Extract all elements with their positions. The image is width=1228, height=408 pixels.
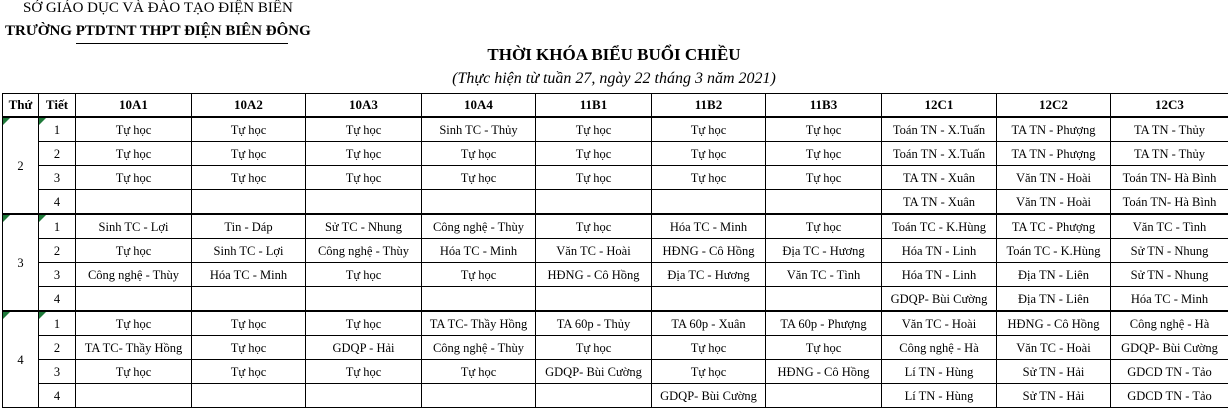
lesson-cell [422, 287, 536, 312]
lesson-cell: Tự học [306, 117, 422, 142]
lesson-cell: TA 60p - Phượng [766, 311, 882, 336]
lesson-cell: Địa TN - Liên [997, 287, 1111, 312]
lesson-cell: Toán TC - K.Hùng [882, 214, 997, 239]
lesson-cell: Tự học [192, 117, 306, 142]
lesson-cell: Văn TC - Tình [1111, 214, 1228, 239]
lesson-cell: Tự học [306, 311, 422, 336]
lesson-cell: Công nghệ - Hà [882, 336, 997, 360]
lesson-cell: Văn TN - Hoài [997, 166, 1111, 190]
period-cell: 3 [39, 360, 76, 384]
department-name: SỞ GIÁO DỤC VÀ ĐÀO TẠO ĐIỆN BIÊN [23, 0, 293, 17]
lesson-cell [766, 287, 882, 312]
lesson-cell: GDQP- Bùi Cường [536, 360, 652, 384]
lesson-cell: Tự học [306, 142, 422, 166]
lesson-cell [422, 384, 536, 408]
lesson-cell: Tự học [766, 166, 882, 190]
lesson-cell: Tự học [306, 263, 422, 287]
lesson-cell: Lí TN - Hùng [882, 360, 997, 384]
lesson-cell: Tự học [536, 214, 652, 239]
lesson-cell [652, 287, 766, 312]
lesson-cell: TA 60p - Xuân [652, 311, 766, 336]
lesson-cell [766, 190, 882, 215]
lesson-cell: GDCD TN - Tảo [1111, 384, 1228, 408]
lesson-cell: Tự học [422, 360, 536, 384]
lesson-cell [652, 190, 766, 215]
lesson-cell [192, 287, 306, 312]
lesson-cell: Tự học [536, 166, 652, 190]
table-row [3, 166, 1228, 190]
header-class-12c1: 12C1 [882, 94, 997, 118]
header-class-10a1: 10A1 [76, 94, 192, 118]
lesson-cell: Tự học [76, 117, 192, 142]
lesson-cell: Toán TN - X.Tuấn [882, 117, 997, 142]
lesson-cell: Sử TN - Hải [997, 384, 1111, 408]
school-name: TRƯỜNG PTDTNT THPT ĐIỆN BIÊN ĐÔNG [5, 22, 311, 40]
lesson-cell [192, 384, 306, 408]
lesson-cell: Công nghệ - Thùy [422, 214, 536, 239]
period-cell: 3 [39, 166, 76, 190]
table-row [3, 311, 1228, 336]
table-row [3, 190, 1228, 215]
lesson-cell: Công nghệ - Thùy [76, 263, 192, 287]
lesson-cell: Tự học [652, 117, 766, 142]
lesson-cell: HĐNG - Cô Hồng [536, 263, 652, 287]
lesson-cell: Công nghệ - Thùy [306, 239, 422, 263]
lesson-cell: Tự học [306, 166, 422, 190]
lesson-cell: Sinh TC - Lợi [76, 214, 192, 239]
lesson-cell [536, 190, 652, 215]
day-cell: 3 [3, 214, 39, 311]
lesson-cell: Tự học [192, 360, 306, 384]
lesson-cell: Toán TN- Hà Bình [1111, 190, 1228, 215]
period-cell: 3 [39, 263, 76, 287]
header-class-10a3: 10A3 [306, 94, 422, 118]
lesson-cell: TA 60p - Thủy [536, 311, 652, 336]
header-day: Thứ [3, 94, 39, 118]
lesson-cell: Tự học [192, 336, 306, 360]
lesson-cell: Toán TN- Hà Bình [1111, 166, 1228, 190]
lesson-cell: Tự học [766, 142, 882, 166]
table-row [3, 336, 1228, 360]
lesson-cell: GDQP - Hải [306, 336, 422, 360]
header-class-12c3: 12C3 [1111, 94, 1228, 118]
table-row [3, 239, 1228, 263]
period-cell: 4 [39, 190, 76, 215]
period-cell: 4 [39, 384, 76, 408]
lesson-cell: Tự học [766, 117, 882, 142]
lesson-cell: Tự học [536, 142, 652, 166]
table-row [3, 384, 1228, 408]
period-cell: 1 [39, 214, 76, 239]
lesson-cell: Sinh TC - Lợi [192, 239, 306, 263]
lesson-cell: Tự học [536, 336, 652, 360]
lesson-cell: Địa TN - Liên [997, 263, 1111, 287]
lesson-cell [76, 287, 192, 312]
lesson-cell: Hóa TN - Linh [882, 239, 997, 263]
lesson-cell [76, 190, 192, 215]
lesson-cell [422, 190, 536, 215]
table-row [3, 117, 1228, 142]
lesson-cell: Tự học [422, 142, 536, 166]
lesson-cell: Tự học [306, 360, 422, 384]
lesson-cell: Tự học [76, 239, 192, 263]
lesson-cell: Hóa TC - Minh [422, 239, 536, 263]
lesson-cell: TA TN - Phượng [997, 142, 1111, 166]
header-period: Tiết [39, 94, 76, 118]
lesson-cell: Sử TN - Hải [997, 360, 1111, 384]
lesson-cell: Lí TN - Hùng [882, 384, 997, 408]
day-cell: 4 [3, 311, 39, 408]
period-cell: 1 [39, 311, 76, 336]
lesson-cell: TA TN - Xuân [882, 166, 997, 190]
day-cell: 2 [3, 117, 39, 214]
lesson-cell: Hóa TN - Linh [882, 263, 997, 287]
lesson-cell: Toán TN - X.Tuấn [882, 142, 997, 166]
lesson-cell: Văn TN - Hoài [997, 190, 1111, 215]
page-title: THỜI KHÓA BIỂU BUỔI CHIỀU [0, 44, 1228, 66]
header-class-11b1: 11B1 [536, 94, 652, 118]
lesson-cell: Tự học [652, 142, 766, 166]
period-cell: 1 [39, 117, 76, 142]
table-row [3, 214, 1228, 239]
lesson-cell: Công nghệ - Hà [1111, 311, 1228, 336]
lesson-cell: Tự học [766, 336, 882, 360]
lesson-cell [76, 384, 192, 408]
lesson-cell: Sử TN - Nhung [1111, 263, 1228, 287]
lesson-cell: Tự học [76, 360, 192, 384]
lesson-cell: GDCD TN - Tảo [1111, 360, 1228, 384]
lesson-cell: Văn TC - Hoài [882, 311, 997, 336]
lesson-cell: TA TN - Thủy [1111, 117, 1228, 142]
lesson-cell: Tự học [422, 166, 536, 190]
lesson-cell: Tự học [192, 311, 306, 336]
lesson-cell [192, 190, 306, 215]
header-class-10a2: 10A2 [192, 94, 306, 118]
timetable-header-row [3, 94, 1228, 118]
lesson-cell: Văn TC - Tình [766, 263, 882, 287]
lesson-cell: Tự học [652, 360, 766, 384]
lesson-cell: Tin - Dáp [192, 214, 306, 239]
lesson-cell: Tự học [422, 263, 536, 287]
lesson-cell [306, 287, 422, 312]
lesson-cell: Văn TC - Hoài [536, 239, 652, 263]
lesson-cell: Địa TC - Hương [766, 239, 882, 263]
lesson-cell: Địa TC - Hương [652, 263, 766, 287]
header-class-11b2: 11B2 [652, 94, 766, 118]
header-class-12c2: 12C2 [997, 94, 1111, 118]
lesson-cell: Hóa TC - Minh [652, 214, 766, 239]
lesson-cell: Tự học [652, 166, 766, 190]
lesson-cell: Toán TC - K.Hùng [997, 239, 1111, 263]
lesson-cell: Văn TC - Hoài [997, 336, 1111, 360]
table-row [3, 360, 1228, 384]
lesson-cell: TA TC- Thầy Hồng [76, 336, 192, 360]
lesson-cell: Tự học [76, 142, 192, 166]
timetable [2, 93, 1228, 408]
table-row [3, 263, 1228, 287]
lesson-cell [306, 384, 422, 408]
lesson-cell: Tự học [76, 166, 192, 190]
lesson-cell: TA TN - Xuân [882, 190, 997, 215]
lesson-cell: Sử TN - Nhung [1111, 239, 1228, 263]
lesson-cell: Sử TC - Nhung [306, 214, 422, 239]
lesson-cell: Tự học [652, 336, 766, 360]
lesson-cell: Tự học [192, 142, 306, 166]
lesson-cell: Tự học [766, 214, 882, 239]
lesson-cell: Tự học [192, 166, 306, 190]
lesson-cell: TA TC - Phượng [997, 214, 1111, 239]
lesson-cell: TA TN - Phượng [997, 117, 1111, 142]
lesson-cell: Tự học [76, 311, 192, 336]
lesson-cell: Sinh TC - Thủy [422, 117, 536, 142]
lesson-cell: GDQP- Bùi Cường [882, 287, 997, 312]
lesson-cell: Công nghệ - Thùy [422, 336, 536, 360]
header-class-10a4: 10A4 [422, 94, 536, 118]
period-cell: 2 [39, 239, 76, 263]
period-cell: 4 [39, 287, 76, 312]
lesson-cell: GDQP- Bùi Cường [652, 384, 766, 408]
header-class-11b3: 11B3 [766, 94, 882, 118]
lesson-cell [536, 287, 652, 312]
lesson-cell: HĐNG - Cô Hồng [652, 239, 766, 263]
lesson-cell: HĐNG - Cô Hồng [766, 360, 882, 384]
lesson-cell: Tự học [536, 117, 652, 142]
page-subtitle: (Thực hiện từ tuần 27, ngày 22 tháng 3 năm 2021) [0, 69, 1228, 89]
table-row [3, 142, 1228, 166]
period-cell: 2 [39, 142, 76, 166]
table-row [3, 287, 1228, 312]
lesson-cell: HĐNG - Cô Hồng [997, 311, 1111, 336]
lesson-cell: TA TN - Thủy [1111, 142, 1228, 166]
lesson-cell: Hóa TC - Minh [1111, 287, 1228, 312]
lesson-cell [306, 190, 422, 215]
lesson-cell: GDQP- Bùi Cường [1111, 336, 1228, 360]
period-cell: 2 [39, 336, 76, 360]
lesson-cell: TA TC- Thầy Hồng [422, 311, 536, 336]
lesson-cell [766, 384, 882, 408]
lesson-cell: Hóa TC - Minh [192, 263, 306, 287]
lesson-cell [536, 384, 652, 408]
